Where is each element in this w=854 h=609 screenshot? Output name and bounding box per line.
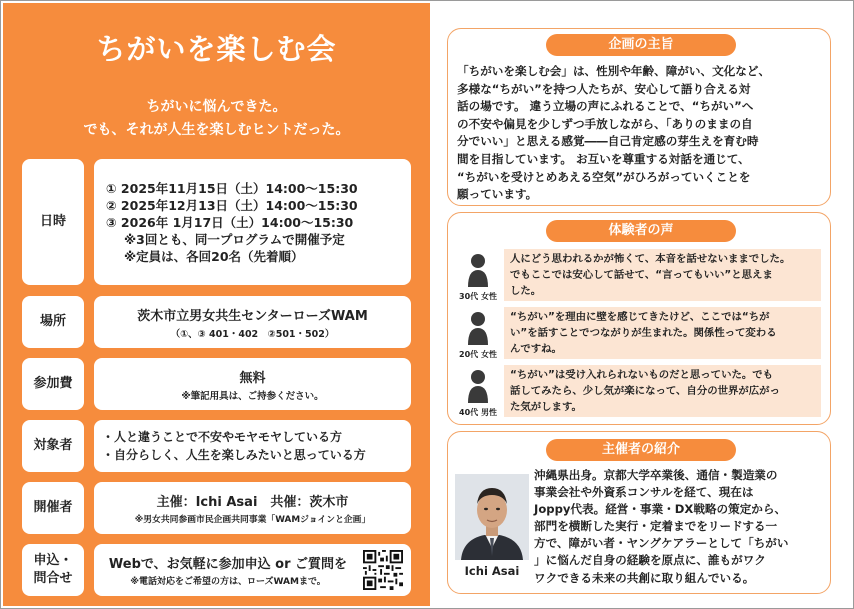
place-label: 場所 [22, 296, 84, 348]
purpose-line: 願っています。 [457, 187, 538, 202]
voice-line: “ちがい”は受け入れられないものだと思っていた。でも [510, 369, 774, 381]
place-row [22, 296, 411, 348]
organizer-row [22, 482, 411, 534]
organizer-value [94, 482, 411, 534]
voice-line: い”を話すことでつながりが生まれた。関係性って変わる [510, 327, 777, 339]
bio-line: 事業会社や外資系コンサルを経て、現在は [534, 485, 754, 500]
organizer-note: ※男女共同参画市民企画共同事業「WAMジョインと企画」 [134, 515, 371, 525]
apply-note: ※電話対応をご希望の方は、ローズWAMまで。 [130, 577, 326, 587]
bio-line: ワクできる未来の共創に取り組んでいる。 [534, 570, 755, 585]
apply-label [22, 544, 84, 596]
purpose-line: 話の場です。 違う立場の声にふれることで、“ちがい”へ [457, 99, 754, 114]
target-item: ・人と違うことで不安やモヤモヤしている方 [102, 430, 343, 444]
fee-amount: 無料 [239, 370, 266, 386]
date-row [22, 159, 411, 285]
voice-item [448, 365, 830, 423]
organizer-heading: 主催者の紹介 [546, 439, 736, 461]
purpose-line: 多様な“ちがい”を持つ人たちが、安心して語り合える対 [457, 81, 751, 96]
voice-line: でもここでは安心して話せて、“言ってもいい”と思えま [510, 269, 773, 281]
organizer-label: 開催者 [22, 482, 84, 534]
date-item: ① 2025年11月15日（土）14:00〜15:30 [106, 181, 358, 196]
fee-note: ※筆記用具は、ご持参ください。 [181, 390, 324, 402]
apply-text [100, 553, 356, 587]
voices-card [447, 212, 831, 425]
purpose-card [447, 28, 831, 206]
organizer-name: Ichi Asai [464, 564, 520, 578]
date-note: ※3回とも、同一プログラムで開催予定 [124, 232, 345, 247]
fee-label: 参加費 [22, 358, 84, 410]
voice-text [504, 249, 821, 301]
person-icon [468, 369, 488, 403]
apply-label-line: 申込・ [33, 552, 73, 568]
organizer-names: 主催：Ichi Asai 共催：茨木市 [156, 495, 349, 510]
voice-attribution: 30代 女性 [459, 292, 497, 301]
bio-line: 沖縄県出身。京都大学卒業後、通信・製造業の [534, 468, 778, 482]
voice-line: 話してみたら、少し気が楽になって、自分の世界が広がっ [510, 385, 780, 397]
fee-value [94, 358, 411, 410]
voice-item [448, 249, 830, 307]
event-title: ちがいを楽しむ会 [96, 32, 337, 66]
purpose-text [457, 63, 825, 204]
voice-item [448, 307, 830, 365]
voice-attribution: 20代 女性 [459, 350, 497, 359]
person-icon [468, 311, 488, 345]
voice-line: んですね。 [510, 343, 562, 355]
voice-text [504, 365, 821, 417]
target-label: 対象者 [22, 420, 84, 472]
target-values [94, 420, 411, 472]
voice-line: “ちがい”を理由に壁を感じてきたけど、ここでは“ちが [510, 311, 770, 323]
apply-value [94, 544, 411, 596]
voice-line: 人にどう思われるかが怖くて、本音を話せないままでした。 [510, 253, 791, 265]
tagline-line-2: でも、それが人生を楽しむヒントだった。 [83, 122, 350, 138]
bio-line: 方で、障がい者・ヤングケアラーとして「ちがい [534, 536, 789, 551]
voice-line: た気がします。 [510, 401, 582, 413]
bio-line: 」に悩んだ自身の経験を原点に、誰もがワク [534, 553, 766, 568]
target-row [22, 420, 411, 472]
event-panel [3, 3, 430, 606]
apply-label-line: 問合せ [33, 571, 73, 586]
voice-text [504, 307, 821, 359]
organizer-card [447, 431, 831, 594]
voices-heading: 体験者の声 [546, 220, 736, 242]
bio-line: Joppy代表。経営・事業・DX戦略の策定から、 [534, 502, 787, 517]
date-label: 日時 [22, 159, 84, 285]
apply-message: Webで、お気軽に参加申込 or ご質問を [108, 557, 348, 572]
place-rooms: （①、③ 401・402 ②501・502） [170, 328, 335, 340]
date-item: ② 2025年12月13日（土）14:00〜15:30 [106, 198, 358, 213]
date-values [94, 159, 411, 285]
person-icon [468, 253, 488, 287]
purpose-line: 分でいい」と思える感覚――自己肯定感の芽生えを育む時 [457, 134, 759, 149]
tagline-line-1: ちがいに悩んできた。 [146, 99, 287, 115]
organizer-bio [534, 467, 826, 587]
purpose-line: 「ちがいを楽しむ会」は、性別や年齢、障がい、文化など、 [457, 64, 771, 78]
date-note: ※定員は、各回20名（先着順） [124, 249, 304, 264]
fee-row [22, 358, 411, 410]
qr-code[interactable] [363, 550, 403, 590]
target-item: ・自分らしく、人生を楽しみたいと思っている方 [102, 448, 366, 462]
organizer-photo [455, 474, 529, 560]
purpose-line: の不安や偏見を少しずつ手放しながら、「ありのままの自 [457, 116, 753, 131]
voice-attribution: 40代 男性 [459, 408, 497, 417]
place-name: 茨木市立男女共生センターローズWAM [137, 308, 368, 324]
apply-row [22, 544, 411, 596]
place-value [94, 296, 411, 348]
purpose-heading: 企画の主旨 [546, 34, 736, 56]
purpose-line: 間を目指しています。 お互いを尊重する対話を通じて、 [457, 151, 750, 166]
voice-line: した。 [510, 285, 542, 297]
purpose-line: “ちがいを受けとめあえる空気”がひろがっていくことを [457, 169, 751, 184]
date-item: ③ 2026年 1月17日（土）14:00〜15:30 [106, 215, 354, 230]
bio-line: 部門を横断した実行・定着までをリードする一 [534, 519, 778, 534]
